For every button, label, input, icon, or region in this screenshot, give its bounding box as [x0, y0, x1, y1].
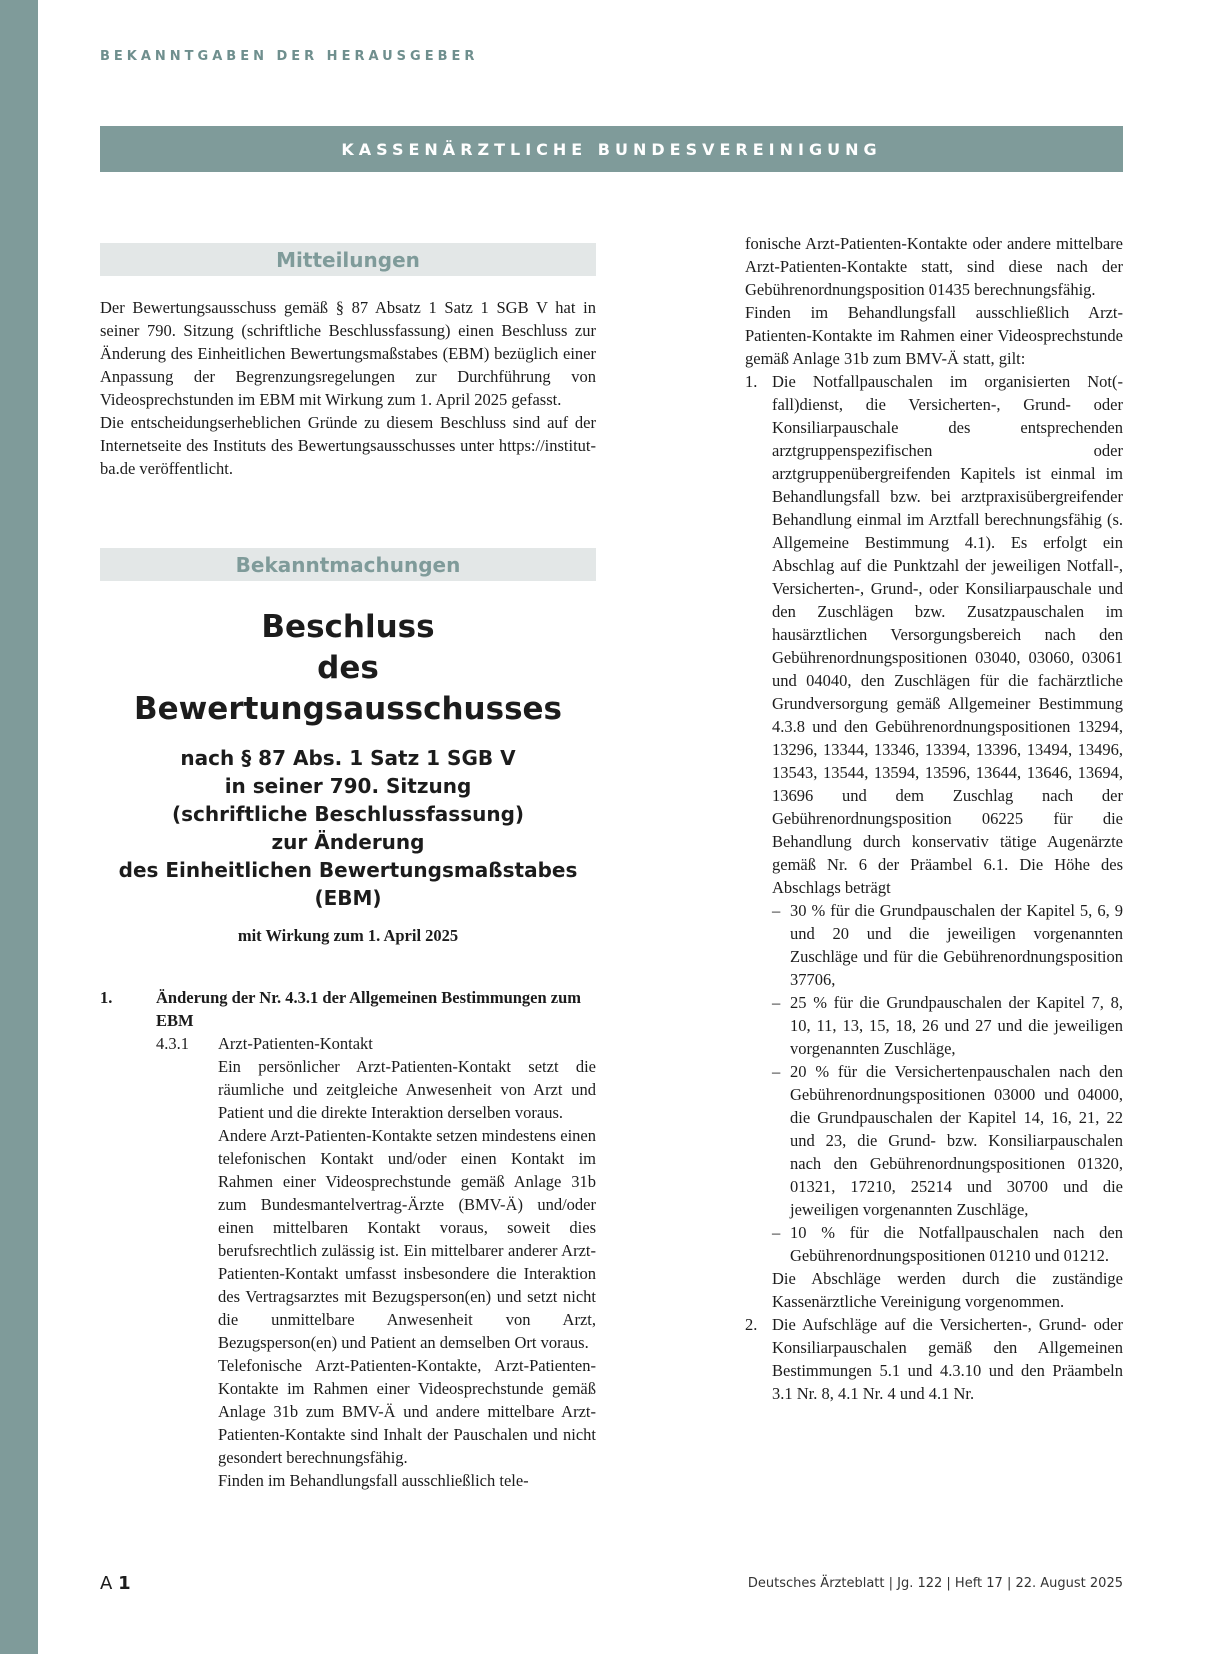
deduction-list: [772, 899, 1123, 1267]
resolution-title: Beschluss des Bewertungsausschusses: [134, 609, 562, 727]
list-item: 2. Die Aufschläge auf die Versicherten-, Grund- oder Konsiliarpauschalen gemäß den Allgemeinen Bestimmungen 5.1 und 4.3.10 und den Präambeln 3.1 Nr. 8, 4.1 Nr. 4 und 4.1 Nr.: [745, 1315, 1123, 1403]
effective-date: mit Wirkung zum 1. April 2025: [237, 926, 459, 945]
subsection-paragraph: Finden im Behandlungsfall ausschließlich tele-: [218, 1471, 529, 1490]
mitteilungen-paragraph-1: Der Bewertungsausschuss gemäß § 87 Absatz 1 Satz 1 SGB V hat in seiner 790. Sitzung (schriftliche Beschlussfassung) einen Beschluss zur Änderung des Einheitlichen Bewertungsmaßstabes (EBM) bezüglich einer Anpassung der Begrenzungsregelungen zur Durchführung von Videosprechstunden im EBM mit Wirkung zum 1. April 2025 gefasst.: [100, 298, 596, 409]
subsection-paragraph: Andere Arzt-Patienten-Kontakte setzen mindestens einen telefonischen Kontakt und/oder einen Kontakt im Rahmen einer Videosprechstunde gemäß Anlage 31b zum Bundesmantelvertrag-Ärzte (BMV-Ä) und/oder einen mittelbaren Kontakt voraus, soweit dies berufsrechtlich zulässig ist. Ein mittelbarer anderer Arzt-Patienten-Kontakt umfasst insbesondere die Interaktion des Vertragsarztes mit Bezugsperson(en) und setzt nicht die unmittelbare Anwesenheit von Arzt, Bezugsperson(en) und Patient an demselben Ort voraus.: [218, 1126, 596, 1352]
deduction-item: – 10 % für die Notfallpauschalen nach den Gebührenordnungspositionen 01210 und 01212.: [772, 1223, 1123, 1265]
resolution-subtitle: nach § 87 Abs. 1 Satz 1 SGB V in seiner 790. Sitzung (schriftliche Beschlussfassung) zur Änderung des Einheitlichen Bewertungsmaßstabes (EBM): [118, 746, 578, 910]
subsection-paragraph: Ein persönlicher Arzt-Patienten-Kontakt setzt die räumliche und zeitgleiche Anwesenheit von Arzt und Patient und die direkte Interaktion derselben voraus.: [218, 1057, 596, 1122]
sidebar-strip: [0, 0, 38, 1654]
page-number: A 1: [100, 1573, 131, 1594]
list-item: 1. Die Notfallpauschalen im organisierten Not(-fall)dienst, die Versicherten-, Grund- oder Konsiliarpauschale des entsprechenden arztgruppenspezifischen oder arztgruppenübergreifenden Kapitels ist einmal im Behandlungsfall bzw. bei arztpraxisübergreifender Behandlung einmal im Arztfall berechnungsfähig (s. Allgemeine Bestimmung 4.1). Es erfolgt ein Abschlag auf die Punktzahl der jeweiligen Notfall-, Versicherten-, Grund-, oder Konsiliarpauschale und den Zuschlägen bzw. Zusatzpauschalen im hausärztlichen Versorgungsbereich nach den Gebührenordnungspositionen 03040, 03060, 03061 und 04040, den Zuschlägen für die fachärztliche Grundversorgung gemäß Allgemeiner Bestimmung 4.3.8 und den Gebührenordnungspositionen 13294, 13296, 13344, 13346, 13394, 13396, 13494, 13496, 13543, 13544, 13594, 13596, 13644, 13646, 13694, 13696 und dem Zuschlag nach der Gebührenordnungsposition 06225 für die Behandlung durch konservativ tätige Augenärzte gemäß Nr. 6 der Präambel 6.1. Die Höhe des Abschlags beträgt – 30 % für die Grundpauschalen der Kapitel 5, 6, 9 und 20 und die jeweiligen vorgenannten Zuschläge und für die Gebührenordnungsposition 37706, – 25 % für die Grundpauschalen der Kapitel 7, 8, 10, 11, 13, 15, 18, 26 und 27 und die jeweiligen vorgenannten Zuschläge, – 20 % für die Versichertenpauschalen nach den Gebührenordnungspositionen 03000 und 04000, die Grundpauschalen der Kapitel 14, 16, 21, 22 und 23, die Grund- bzw. Konsiliarpauschalen nach den Gebührenordnungspositionen 01320, 01321, 17210, 25214 und 30700 und die jeweiligen vorgenannten Zuschläge, – 10 % für die Notfallpauschalen nach den Gebührenordnungspositionen 01210 und 01212. Die Abschläge werden durch die zuständige Kassenärztliche Vereinigung vorgenommen.: [745, 372, 1123, 1311]
item-1-heading: 1. Änderung der Nr. 4.3.1 der Allgemeinen Bestimmungen zum EBM: [100, 988, 582, 1030]
bekanntmachungen-heading: Bekanntmachungen: [100, 548, 596, 581]
deduction-item: – 25 % für die Grundpauschalen der Kapitel 7, 8, 10, 11, 13, 15, 18, 26 und 27 und die jeweiligen vorgenannten Zuschläge,: [772, 993, 1123, 1058]
subsection-paragraph: Telefonische Arzt-Patienten-Kontakte, Arzt-Patienten-Kontakte im Rahmen einer Videosprechstunde gemäß Anlage 31b zum BMV-Ä und andere mittelbare Arzt-Patienten-Kontakte sind Inhalt der Pauschalen und nicht gesondert berechnungsfähig.: [218, 1356, 596, 1467]
mitteilungen-heading: Mitteilungen: [100, 243, 596, 276]
section-kicker: BEKANNTGABEN DER HERAUSGEBER: [100, 49, 479, 64]
resolution-title-block: [100, 607, 596, 946]
deduction-item: – 20 % für die Versichertenpauschalen nach den Gebührenordnungspositionen 03000 und 04000, die Grundpauschalen der Kapitel 14, 16, 21, 22 und 23, die Grund- bzw. Konsiliarpauschalen nach den Gebührenordnungspositionen 01320, 01321, 17210, 25214 und 30700 und die jeweiligen vorgenannten Zuschläge,: [772, 1062, 1123, 1219]
left-column: [100, 243, 596, 1492]
subsection-4-3-1-heading: 4.3.1 Arzt-Patienten-Kontakt: [156, 1034, 373, 1053]
subsection-4-3-1-body: [218, 1055, 596, 1492]
footer-citation: Deutsches Ärzteblatt | Jg. 122 | Heft 17 | 22. August 2025: [747, 1576, 1123, 1591]
mitteilungen-paragraph-2: Die entscheidungserheblichen Gründe zu diesem Beschluss sind auf der Internetseite des Instituts des Bewertungsausschusses unter https://institut-ba.de veröffentlicht.: [100, 413, 596, 478]
continuation-paragraph: fonische Arzt-Patienten-Kontakte oder andere mittelbare Arzt-Patienten-Kontakte statt, sind diese nach der Gebührenordnungsposition 01435 berechnungsfähig.: [745, 234, 1123, 299]
deduction-item: – 30 % für die Grundpauschalen der Kapitel 5, 6, 9 und 20 und die jeweiligen vorgenannten Zuschläge und für die Gebührenordnungsposition 37706,: [772, 901, 1123, 989]
rules-list: [745, 370, 1123, 1405]
right-column: [745, 232, 1123, 1405]
video-consultation-paragraph: Finden im Behandlungsfall ausschließlich Arzt-Patienten-Kontakte im Rahmen einer Videosprechstunde gemäß Anlage 31b zum BMV-Ä statt, gilt:: [745, 303, 1123, 368]
org-banner: KASSENÄRZTLICHE BUNDESVEREINIGUNG: [100, 126, 1123, 172]
